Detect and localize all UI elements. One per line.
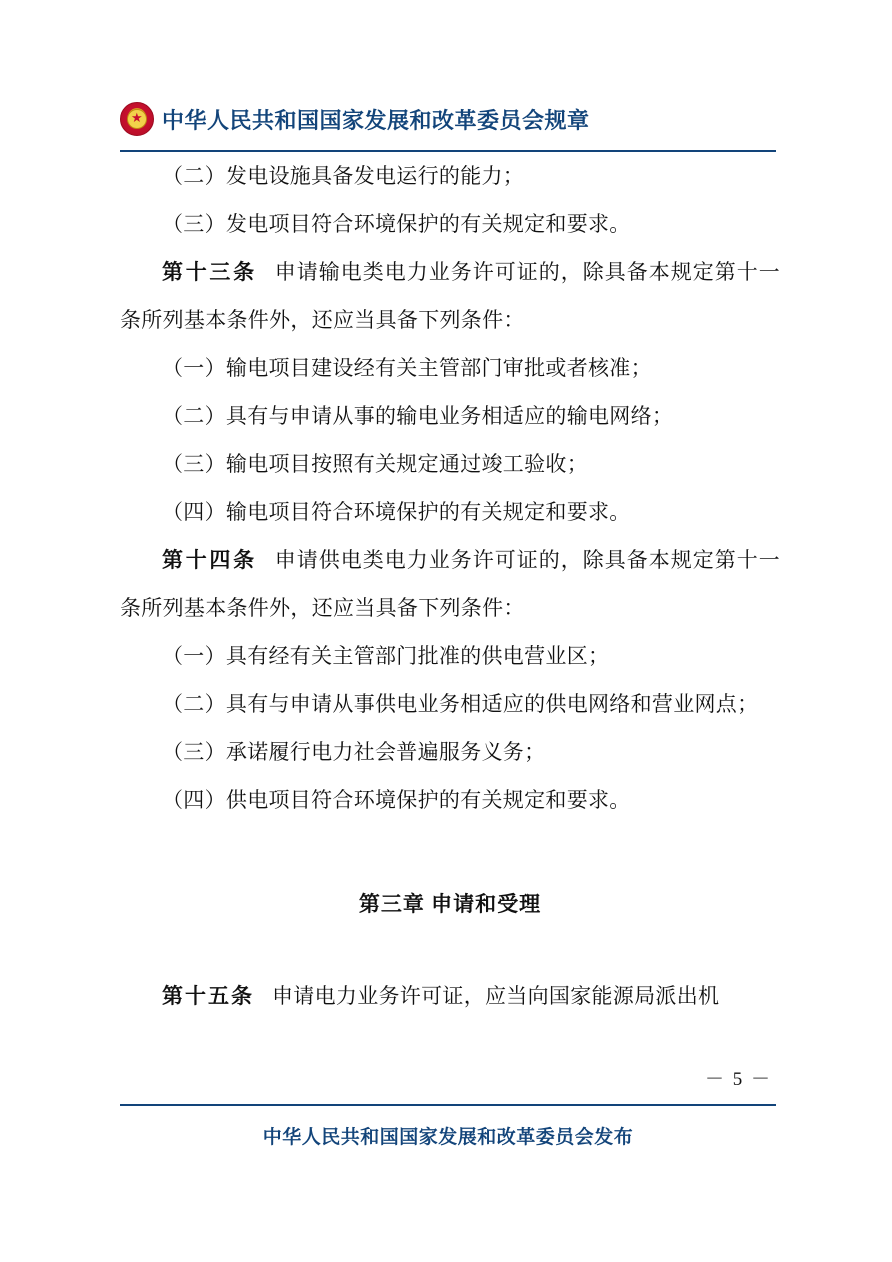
list-item: （一）具有经有关主管部门批准的供电营业区； [162, 644, 610, 668]
document-header [120, 88, 776, 150]
list-item: （二）具有与申请从事的输电业务相适应的输电网络； [162, 404, 674, 428]
national-emblem-icon [120, 102, 154, 136]
header-title: 中华人民共和国国家发展和改革委员会规章 [162, 107, 590, 133]
section-spacer [120, 928, 780, 972]
list-item: （三）输电项目按照有关规定通过竣工验收； [162, 452, 588, 476]
article-paragraph [120, 972, 780, 1020]
article-number: 第十四条 [162, 548, 257, 572]
article-paragraph [120, 536, 780, 632]
footer-issuer: 中华人民共和国国家发展和改革委员会发布 [262, 1127, 634, 1148]
list-item: （一）输电项目建设经有关主管部门审批或者核准； [162, 356, 652, 380]
list-item: （二）具有与申请从事供电业务相适应的供电网络和营业网点； [162, 692, 759, 716]
list-item: （四）输电项目符合环境保护的有关规定和要求。 [162, 500, 631, 524]
article-text: 申请电力业务许可证，应当向国家能源局派出机 [272, 984, 720, 1008]
article-text: 申请输电类电力业务许可证的，除具备本规定第十一条所列基本条件外，还应当具备下列条件： [120, 260, 781, 332]
article-number: 第十三条 [162, 260, 257, 284]
list-item: （三）承诺履行电力社会普遍服务义务； [162, 740, 546, 764]
list-item: （三）发电项目符合环境保护的有关规定和要求。 [162, 212, 631, 236]
article-number: 第十五条 [162, 984, 254, 1008]
list-item: （四）供电项目符合环境保护的有关规定和要求。 [162, 788, 631, 812]
section-spacer [120, 824, 780, 880]
list-item: （二）发电设施具备发电运行的能力； [162, 164, 525, 188]
article-paragraph [120, 248, 780, 344]
footer-divider [120, 1104, 776, 1106]
document-body [120, 152, 780, 1020]
article-text: 申请供电类电力业务许可证的，除具备本规定第十一条所列基本条件外，还应当具备下列条件： [120, 548, 781, 620]
chapter-heading: 第三章 申请和受理 [358, 892, 542, 916]
page-number: － 5 － [704, 1069, 772, 1090]
